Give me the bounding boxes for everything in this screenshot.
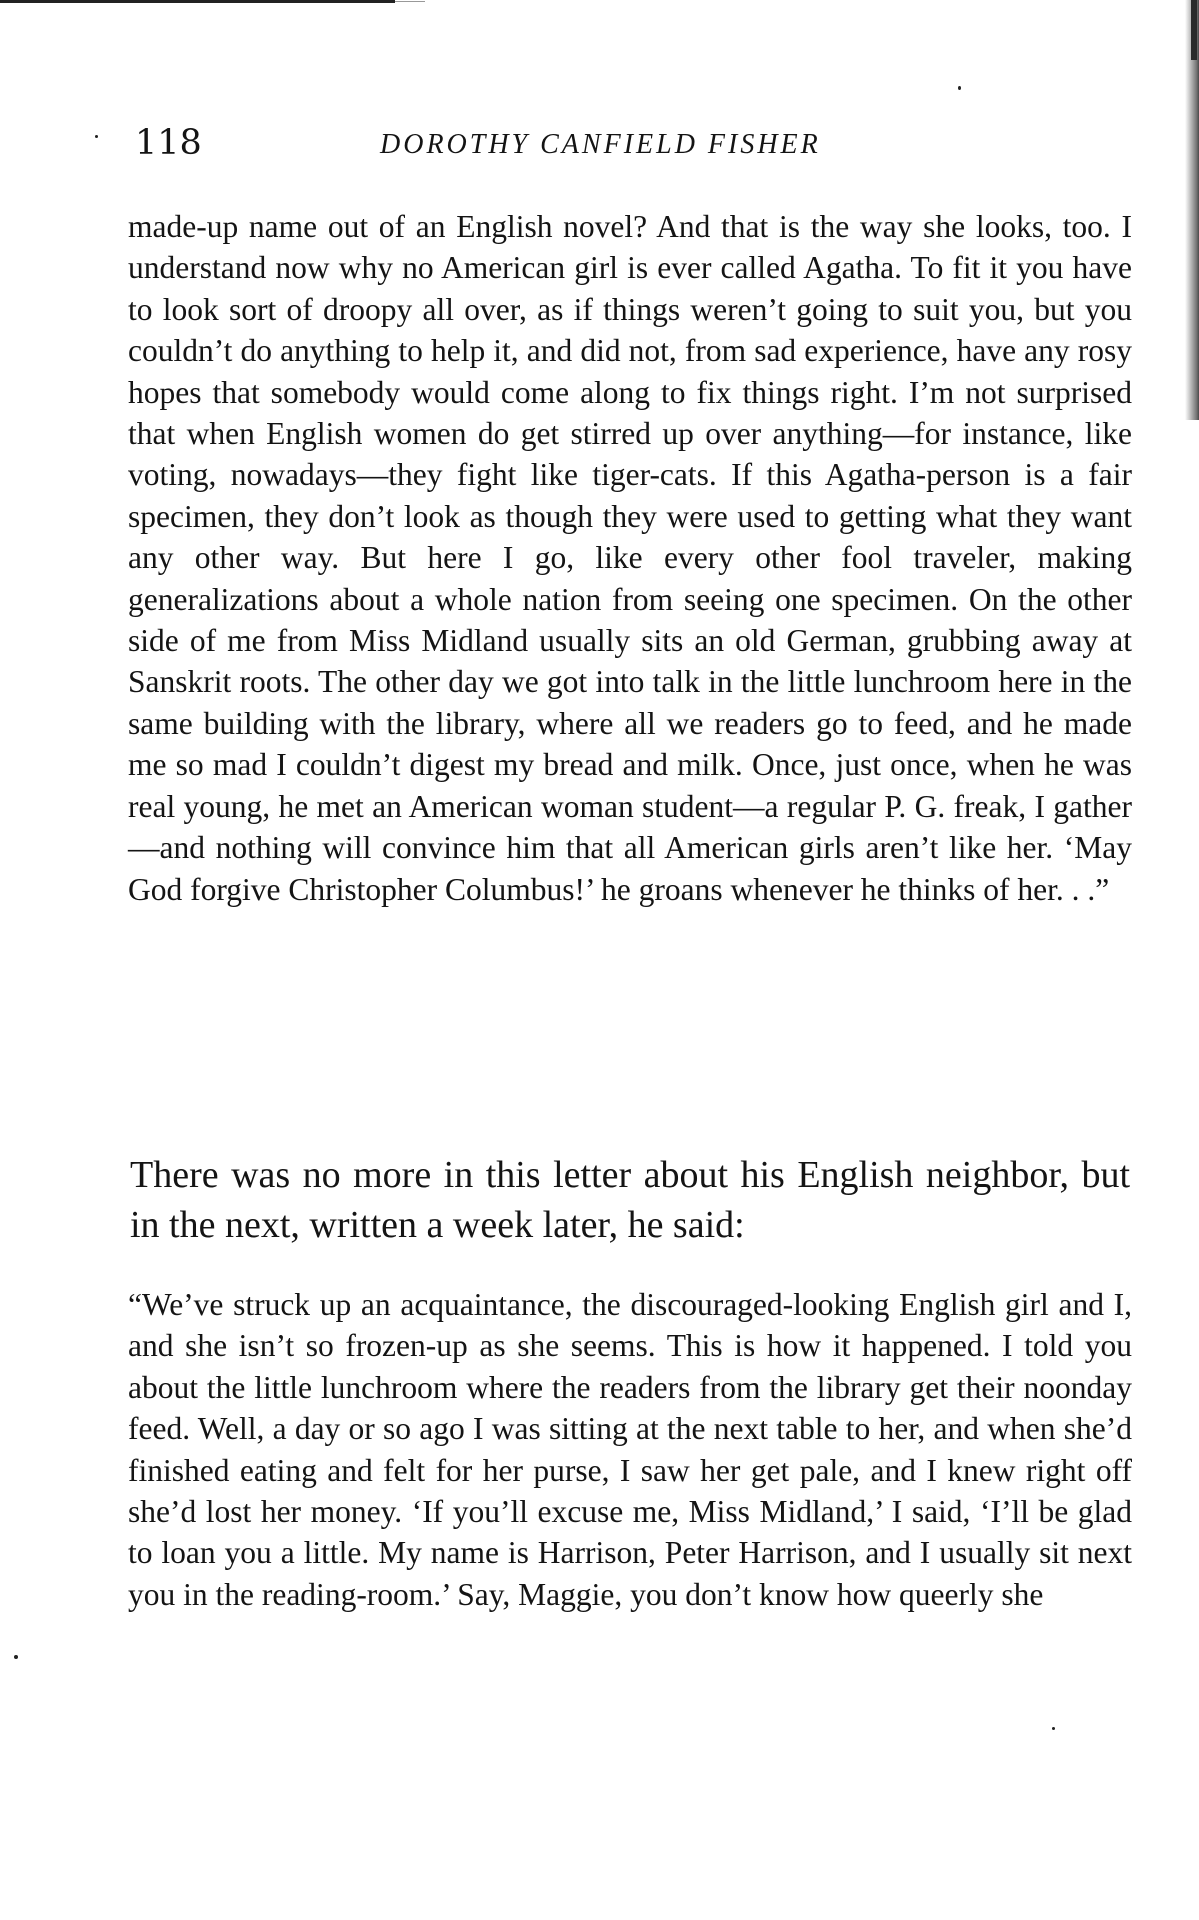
binding-edge-dark	[1191, 0, 1197, 60]
print-speck	[958, 86, 961, 90]
letter-excerpt-1	[128, 206, 1132, 910]
page-header	[135, 118, 1135, 168]
paragraph-3: “We’ve struck up an acquaintance, the discouraged-looking English girl and I, and she isn’t so frozen-up as she seems. This is how it happened. I told you about the little lunchroom where the readers from the library get their noonday feed. Well, a day or so ago I was sitting at the next table to her, and when she’d finished eating and felt for her purse, I saw her get pale, and I knew right off she’d lost her money. ‘If you’ll excuse me, Miss Midland,’ I said, ‘I’ll be glad to loan you a little. My name is Harrison, Peter Harrison, and I usually sit next you in the reading-room.’ Say, Maggie, you don’t know how queerly she	[128, 1287, 1132, 1612]
narrative-paragraph	[130, 1150, 1130, 1250]
binding-edge	[1185, 0, 1199, 420]
paragraph-2: There was no more in this letter about his English neighbor, but in the next, written a week later, he said:	[130, 1154, 1130, 1246]
running-head: DOROTHY CANFIELD FISHER	[380, 129, 821, 160]
print-speck	[95, 135, 98, 138]
page-number: 118	[135, 123, 202, 163]
letter-excerpt-2	[128, 1284, 1132, 1615]
top-rule	[0, 0, 395, 3]
print-speck	[14, 1655, 18, 1659]
paragraph-1: made-up name out of an English novel? And that is the way she looks, too. I understand now why no American girl is ever called Agatha. To fit it you have to look sort of droopy all over, as if things weren’t going to suit you, but you couldn’t do anything to help it, and did not, from sad experience, have any rosy hopes that somebody would come along to fix things right. I’m not surprised that when English women do get stirred up over anything—for instance, like voting, nowadays—they fight like tiger-cats. If this Agatha-person is a fair specimen, they don’t look as though they were used to getting what they want any other way. But here I go, like every other fool traveler, making generalizations about a whole nation from seeing one specimen. On the other side of me from Miss Midland usually sits an old German, grubbing away at Sanskrit roots. The other day we got into talk in the little lunchroom here in the same building with the library, where all we readers go to feed, and he made me so mad I couldn’t digest my bread and milk. Once, just once, when he was real young, he met an American woman student—a regular P. G. freak, I gather—and nothing will convince him that all American girls aren’t like her. ‘May God forgive Christopher Columbus!’ he groans whenever he thinks of her. . .”	[128, 209, 1132, 907]
print-speck	[1052, 1727, 1055, 1730]
top-rule-thin	[395, 1, 425, 2]
